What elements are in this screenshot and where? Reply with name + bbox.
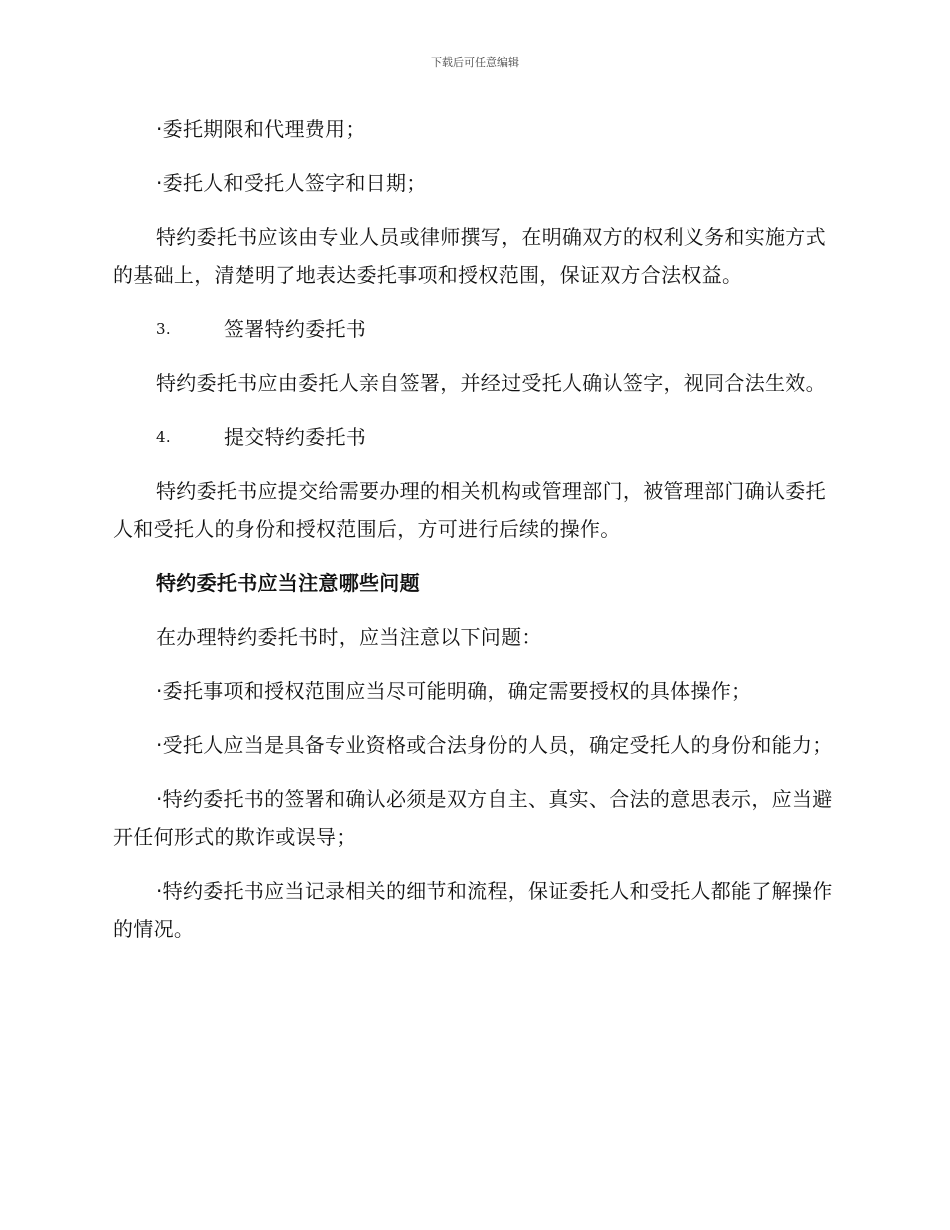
bullet-item: ·委托期限和代理费用； bbox=[156, 117, 366, 141]
bullet-item: ·特约委托书应当记录相关的细节和流程，保证委托人和受托人都能了解操作的情况。 bbox=[113, 879, 833, 941]
bullet-item: ·受托人应当是具备专业资格或合法身份的人员，确定受托人的身份和能力； bbox=[156, 733, 833, 757]
bullet-item: ·委托人和受托人签字和日期； bbox=[156, 171, 427, 195]
body-paragraph: 在办理特约委托书时，应当注意以下问题： bbox=[156, 625, 542, 649]
subheading: 特约委托书应当注意哪些问题 bbox=[156, 571, 420, 595]
bullet-item: ·特约委托书的签署和确认必须是双方自主、真实、合法的意思表示，应当避开任何形式的欺诈或误导； bbox=[113, 787, 833, 849]
section-number: 4. bbox=[156, 428, 171, 446]
body-paragraph: 特约委托书应由委托人亲自签署，并经过受托人确认签字，视同合法生效。 bbox=[156, 371, 826, 395]
section-heading-3 bbox=[156, 310, 837, 348]
body-paragraph: 特约委托书应该由专业人员或律师撰写，在明确双方的权利义务和实施方式的基础上，清楚明了地表达委托事项和授权范围，保证双方合法权益。 bbox=[113, 225, 826, 287]
section-title: 签署特约委托书 bbox=[224, 317, 367, 341]
bullet-item: ·委托事项和授权范围应当尽可能明确，确定需要授权的具体操作； bbox=[156, 679, 752, 703]
section-number: 3. bbox=[156, 320, 171, 338]
section-title: 提交特约委托书 bbox=[224, 425, 367, 449]
document-body bbox=[113, 110, 837, 964]
section-heading-4 bbox=[156, 418, 837, 456]
page-header: 下载后可任意编辑 bbox=[431, 56, 519, 69]
body-paragraph: 特约委托书应提交给需要办理的相关机构或管理部门，被管理部门确认委托人和受托人的身份和授权范围后，方可进行后续的操作。 bbox=[113, 479, 826, 541]
